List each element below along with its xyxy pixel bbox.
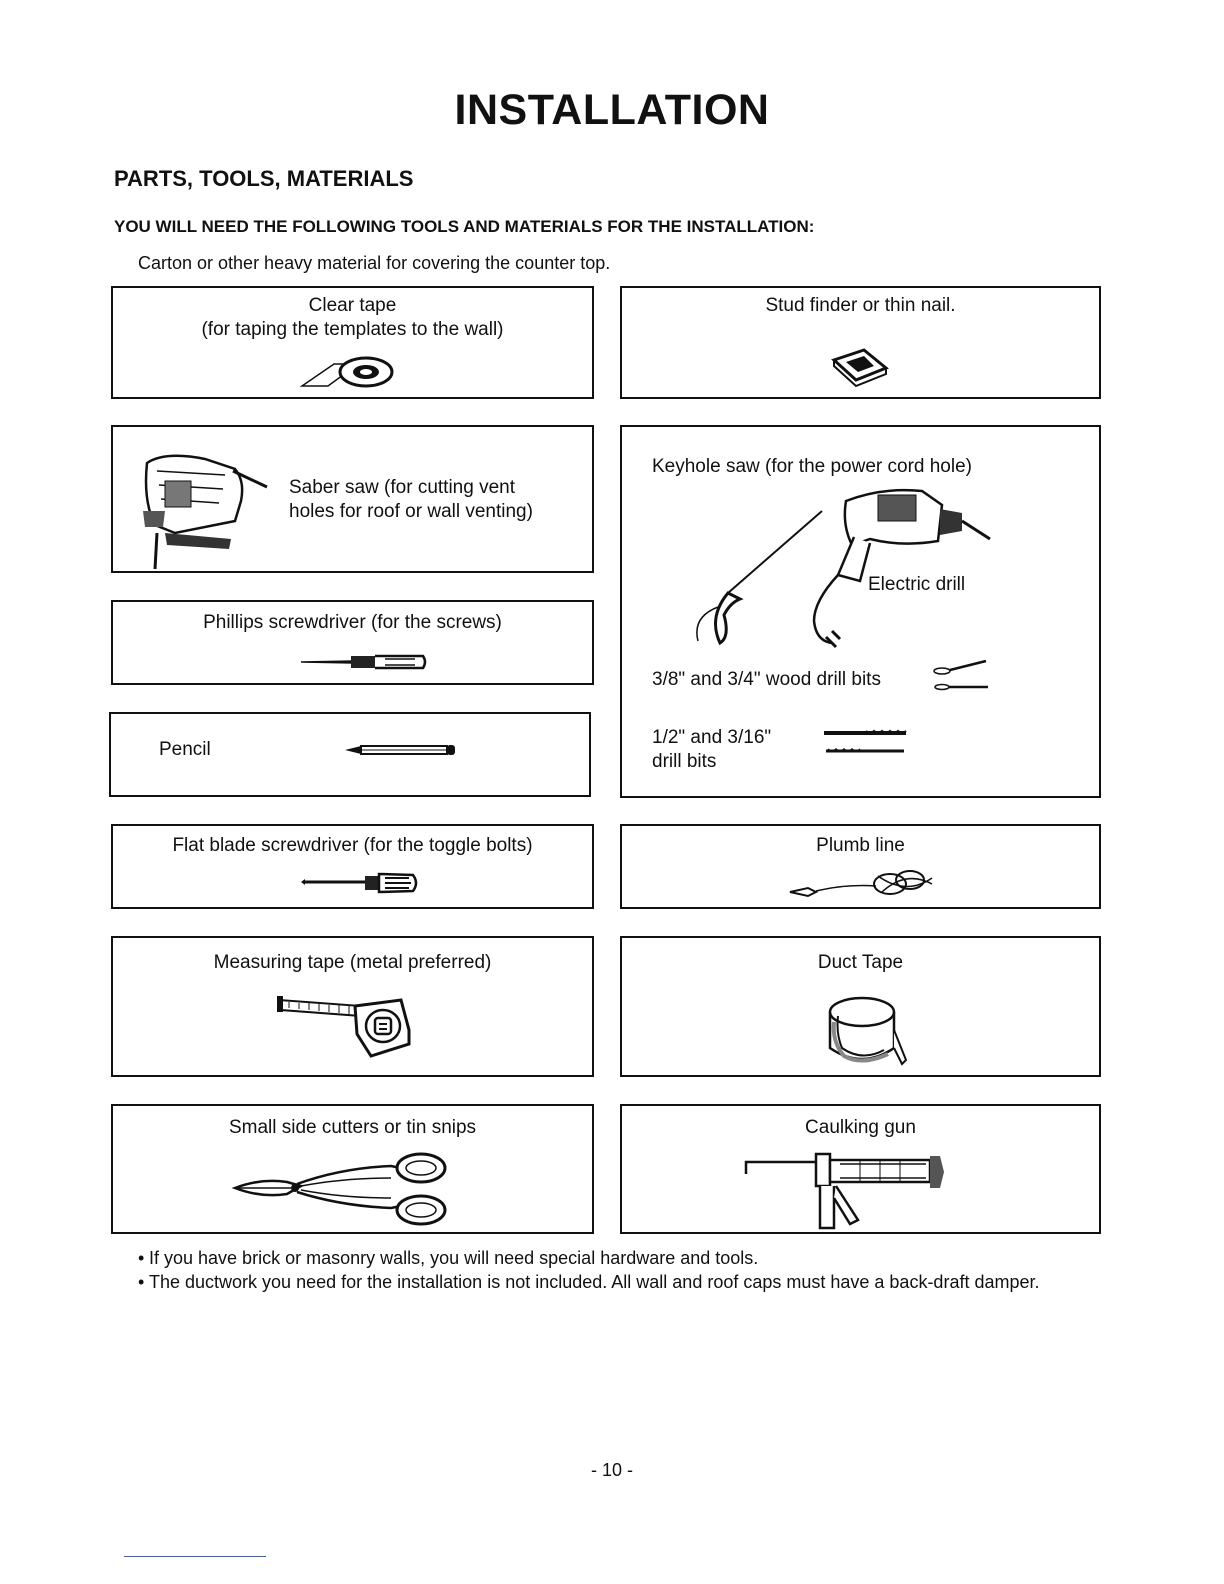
tape-roll-icon [298,352,408,392]
page-number: - 10 - [590,1460,633,1480]
stud-finder-label: Stud finder or thin nail. [765,295,956,316]
drill-bits-icon [822,723,912,759]
drill-bits-label: 1/2" and 3/16" [652,727,772,748]
page-title: INSTALLATION [454,86,770,134]
footer-line [124,1556,266,1557]
pencil-label: Pencil [159,739,211,760]
pencil-box [109,712,591,797]
plumb-line-label: Plumb line [816,835,905,856]
flat-screwdriver-icon [299,872,419,894]
keyhole-drill-box [620,425,1101,798]
caulking-gun-icon [740,1142,950,1232]
duct-tape-label: Duct Tape [817,952,904,973]
wood-drill-bits-label: 3/8" and 3/4" wood drill bits [652,669,881,690]
drill-bits-description: drill bits [652,751,717,772]
measuring-tape-box [111,936,594,1077]
electric-drill-icon [802,481,992,651]
plumb-line-icon [786,866,946,900]
section-heading: PARTS, TOOLS, MATERIALS [114,166,414,191]
electric-drill-label: Electric drill [868,574,966,595]
note-item: • The ductwork you need for the installation is not included. All wall and roof caps must have a back-draft damper. [138,1270,1098,1294]
saber-saw-description: holes for roof or wall venting) [289,501,533,522]
pencil-icon [343,742,458,758]
clear-tape-description: (for taping the templates to the wall) [201,319,504,340]
measuring-tape-label: Measuring tape (metal preferred) [213,952,492,973]
flat-screwdriver-box [111,824,594,909]
subsection-heading: YOU WILL NEED THE FOLLOWING TOOLS AND MATERIALS FOR THE INSTALLATION: [114,217,815,236]
duct-tape-box [620,936,1101,1077]
measuring-tape-icon [275,994,415,1060]
tin-snips-label: Small side cutters or tin snips [228,1117,477,1138]
keyhole-saw-label: Keyhole saw (for the power cord hole) [652,456,972,477]
phillips-screwdriver-icon [299,652,429,672]
stud-finder-icon [830,346,890,386]
stud-finder-box [620,286,1101,399]
clear-tape-label: Clear tape [308,295,397,316]
phillips-screwdriver-box [111,600,594,685]
plumb-line-box [620,824,1101,909]
clear-tape-box [111,286,594,399]
note-item: • If you have brick or masonry walls, you will need special hardware and tools. [138,1246,1098,1270]
intro-text: Carton or other heavy material for covering the counter top. [138,253,611,273]
wood-drill-bits-icon [932,657,992,695]
notes-list [138,1246,1098,1294]
phillips-screwdriver-label: Phillips screwdriver (for the screws) [203,612,502,633]
saber-saw-label: Saber saw (for cutting vent [289,477,515,498]
tin-snips-box [111,1104,594,1234]
saber-saw-box [111,425,594,573]
tin-snips-icon [231,1148,451,1228]
duct-tape-icon [822,990,912,1072]
caulking-gun-box [620,1104,1101,1234]
flat-screwdriver-label: Flat blade screwdriver (for the toggle bolts) [172,835,533,856]
caulking-gun-label: Caulking gun [805,1117,916,1138]
saber-saw-icon [135,441,275,571]
